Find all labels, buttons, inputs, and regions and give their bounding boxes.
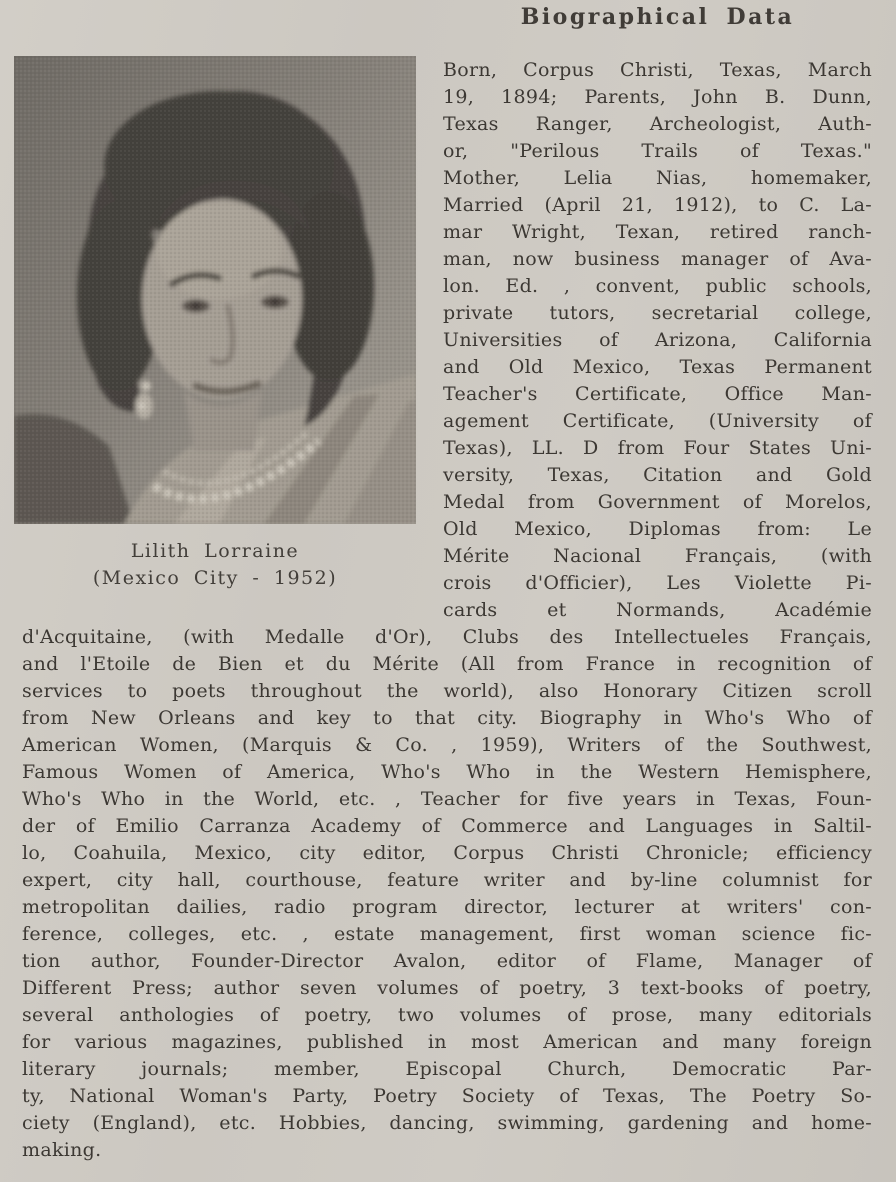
text-line: services to poets throughout the world), also Honorary Citizen scroll [22,680,872,702]
text-line: metropolitan dailies, radio program director, lecturer at writers' con- [22,896,872,918]
text-line: Medal from Government of Morelos, [443,491,872,513]
text-line: literary journals; member, Episcopal Church, Democratic Par- [22,1058,872,1080]
text-line: Texas Ranger, Archeologist, Auth- [443,113,872,135]
text-line: and l'Etoile de Bien et du Mérite (All from France in recognition of [22,653,872,675]
text-line: expert, city hall, courthouse, feature writer and by-line columnist for [22,869,872,891]
portrait-figure [14,56,416,592]
text-line: mar Wright, Texan, retired ranch- [443,221,872,243]
text-line: Who's Who in the World, etc. , Teacher for five years in Texas, Foun- [22,788,872,810]
text-line: d'Acquitaine, (with Medalle d'Or), Clubs des Intellectueles Français, [22,626,872,648]
text-line: or, "Perilous Trails of Texas." [443,140,872,162]
text-line: agement Certificate, (University of [443,410,872,432]
text-line: lon. Ed. , convent, public schools, [443,275,872,297]
text-line: tion author, Founder-Director Avalon, editor of Flame, Manager of [22,950,872,972]
text-line: Famous Women of America, Who's Who in the Western Hemisphere, [22,761,872,783]
text-line: Teacher's Certificate, Office Man- [443,383,872,405]
text-line: Born, Corpus Christi, Texas, March [443,59,872,81]
photo-caption [14,538,416,592]
text-line: Different Press; author seven volumes of poetry, 3 text-books of poetry, [22,977,872,999]
full-width-text [22,624,872,1164]
text-line: crois d'Officier), Les Violette Pi- [443,572,872,594]
text-line: 19, 1894; Parents, John B. Dunn, [443,86,872,108]
text-line: Texas), LL. D from Four States Uni- [443,437,872,459]
text-line: versity, Texas, Citation and Gold [443,464,872,486]
text-line: ty, National Woman's Party, Poetry Society of Texas, The Poetry So- [22,1085,872,1107]
text-line: Married (April 21, 1912), to C. La- [443,194,872,216]
text-line: Mérite Nacional Français, (with [443,545,872,567]
portrait-photo [14,56,416,524]
text-line: ciety (England), etc. Hobbies, dancing, swimming, gardening and home- [22,1112,872,1134]
text-line: lo, Coahuila, Mexico, city editor, Corpus Christi Chronicle; efficiency [22,842,872,864]
text-line: ference, colleges, etc. , estate management, first woman science fic- [22,923,872,945]
text-line: man, now business manager of Ava- [443,248,872,270]
text-line: Old Mexico, Diplomas from: Le [443,518,872,540]
text-line: for various magazines, published in most American and many foreign [22,1031,872,1053]
photo-caption-name: Lilith Lorraine [130,540,300,562]
text-line: several anthologies of poetry, two volumes of prose, many editorials [22,1004,872,1026]
text-line: and Old Mexico, Texas Permanent [443,356,872,378]
text-line: der of Emilio Carranza Academy of Commerce and Languages in Saltil- [22,815,872,837]
text-line: Mother, Lelia Nias, homemaker, [443,167,872,189]
text-line: American Women, (Marquis & Co. , 1959), Writers of the Southwest, [22,734,872,756]
text-line: cards et Normands, Académie [443,599,872,621]
photo-caption-place-year: (Mexico City - 1952) [92,567,338,589]
text-line: private tutors, secretarial college, [443,302,872,324]
page-title: Biographical Data [520,4,795,30]
text-line: Universities of Arizona, California [443,329,872,351]
text-line: making. [22,1139,102,1161]
text-line: from New Orleans and key to that city. Biography in Who's Who of [22,707,872,729]
